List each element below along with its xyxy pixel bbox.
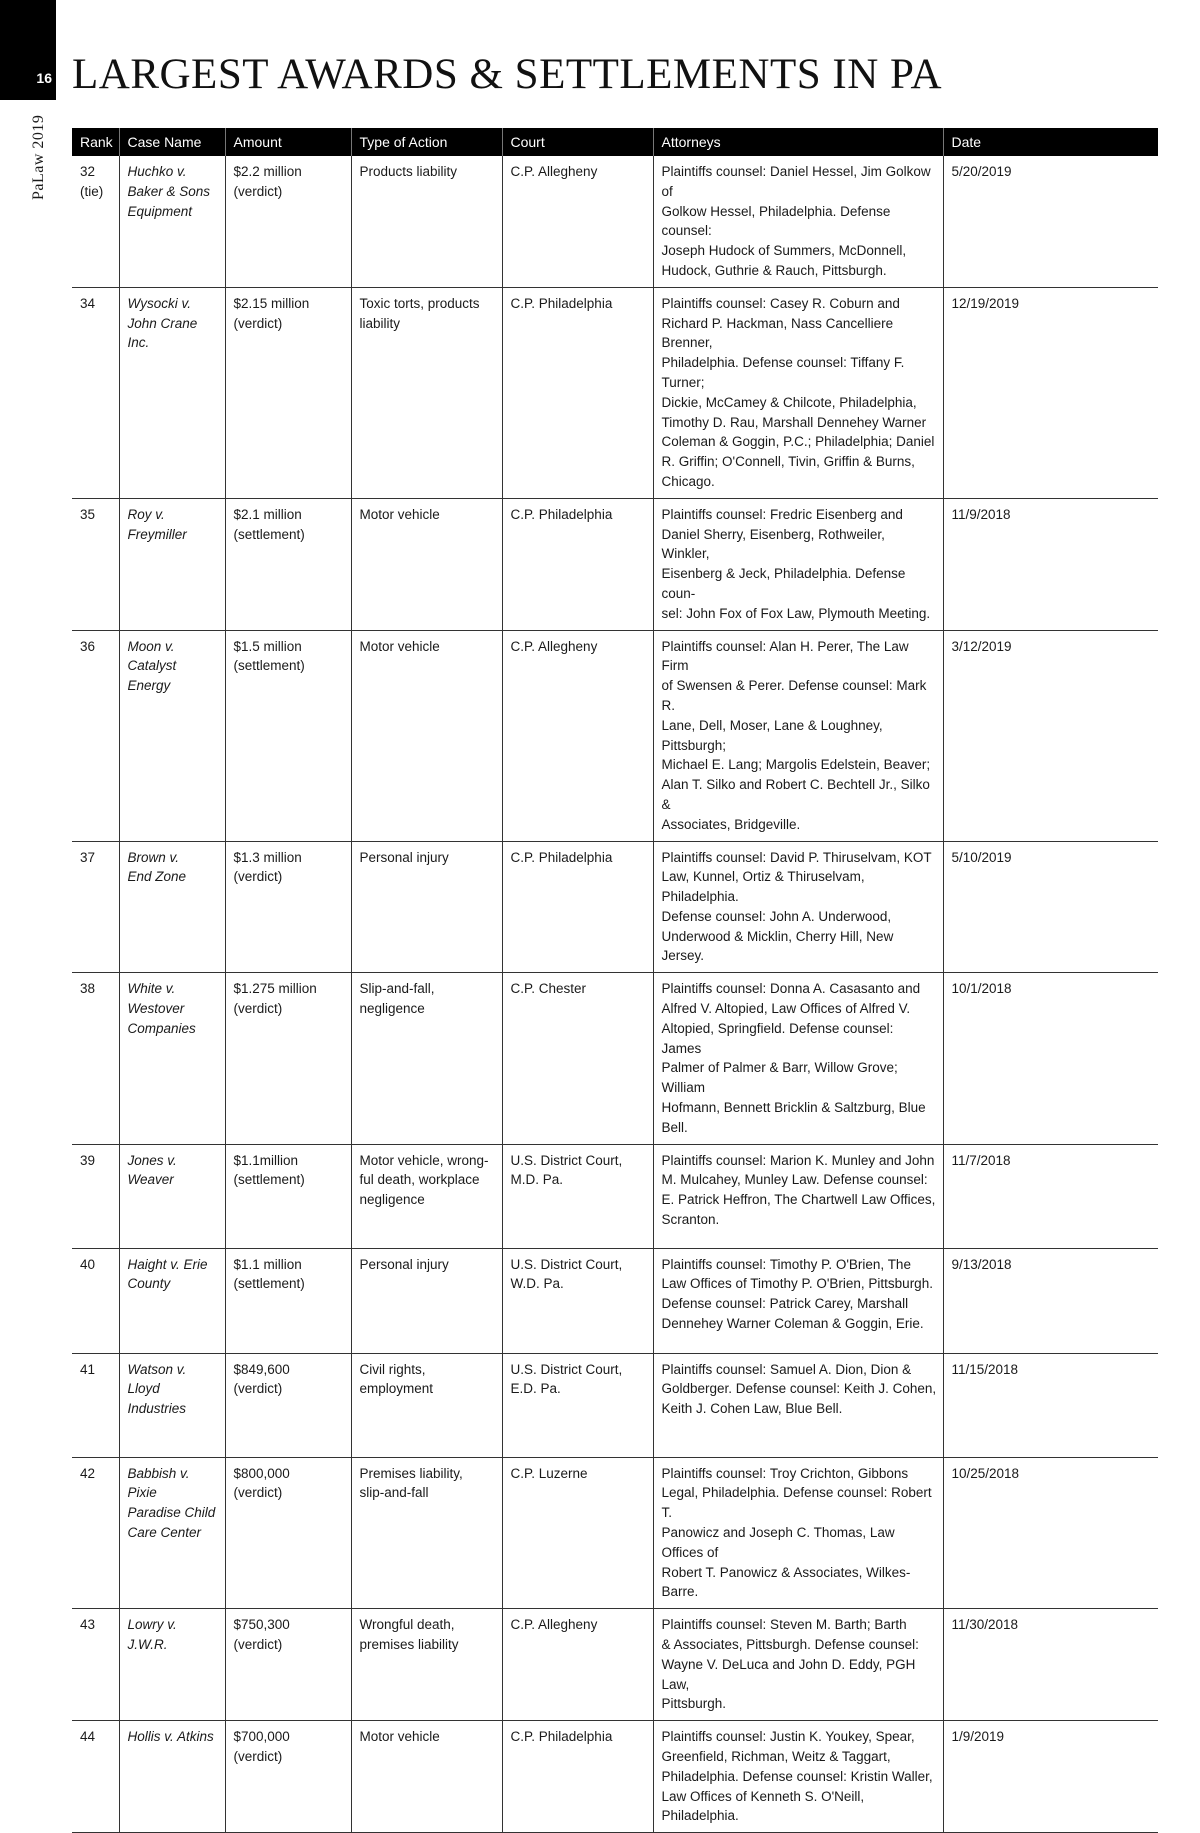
cell-attorneys: Plaintiffs counsel: Samuel A. Dion, Dion & Goldberger. Defense counsel: Keith J. Cohen, Keith J. Cohen Law, Blue Bell. xyxy=(653,1353,943,1457)
table-row xyxy=(72,498,1158,630)
cell-amount: $1.3 million (verdict) xyxy=(225,841,351,973)
cell-amount: $849,600 (verdict) xyxy=(225,1353,351,1457)
cell-amount: $1.1million (settlement) xyxy=(225,1144,351,1248)
cell-amount: $800,000 (verdict) xyxy=(225,1457,351,1609)
header-case-name: Case Name xyxy=(119,128,225,156)
cell-rank: 38 xyxy=(72,973,119,1144)
cell-court: C.P. Luzerne xyxy=(502,1457,653,1609)
cell-court: C.P. Philadelphia xyxy=(502,498,653,630)
cell-date: 11/7/2018 xyxy=(943,1144,1158,1248)
cell-court: U.S. District Court, M.D. Pa. xyxy=(502,1144,653,1248)
cell-type-of-action: Motor vehicle xyxy=(351,1721,502,1833)
cell-attorneys: Plaintiffs counsel: Daniel Hessel, Jim Golkow of Golkow Hessel, Philadelphia. Defense counsel: Joseph Hudock of Summers, McDonnell, Hudock, Guthrie & Rauch, Pittsburgh. xyxy=(653,156,943,287)
cell-court: C.P. Allegheny xyxy=(502,1609,653,1721)
cell-amount: $1.5 million (settlement) xyxy=(225,630,351,841)
cell-rank: 42 xyxy=(72,1457,119,1609)
cell-attorneys: Plaintiffs counsel: Donna A. Casasanto and Alfred V. Altopied, Law Offices of Alfred V. Altopied, Springfield. Defense counsel: James Palmer of Palmer & Barr, Willow Grove; William Hofmann, Bennett Bricklin & Saltzburg, Blue Bell. xyxy=(653,973,943,1144)
cell-amount: $750,300 (verdict) xyxy=(225,1609,351,1721)
cell-rank: 39 xyxy=(72,1144,119,1248)
cell-amount: $1.275 million (verdict) xyxy=(225,973,351,1144)
cell-type-of-action: Personal injury xyxy=(351,841,502,973)
cell-date: 11/9/2018 xyxy=(943,498,1158,630)
cell-case-name: Hollis v. Atkins xyxy=(119,1721,225,1833)
table-row xyxy=(72,630,1158,841)
header-date: Date xyxy=(943,128,1158,156)
cell-court: C.P. Philadelphia xyxy=(502,841,653,973)
table-row xyxy=(72,1457,1158,1609)
table-row xyxy=(72,1248,1158,1353)
cell-attorneys: Plaintiffs counsel: David P. Thiruselvam, KOT Law, Kunnel, Ortiz & Thiruselvam, Philadelphia. Defense counsel: John A. Underwood, Underwood & Micklin, Cherry Hill, New Jersey. xyxy=(653,841,943,973)
cell-court: C.P. Allegheny xyxy=(502,156,653,287)
cell-type-of-action: Toxic torts, products liability xyxy=(351,287,502,498)
page-title: LARGEST AWARDS & SETTLEMENTS IN PA xyxy=(72,51,943,98)
table-row xyxy=(72,1353,1158,1457)
cell-court: C.P. Philadelphia xyxy=(502,1721,653,1833)
cell-court: C.P. Allegheny xyxy=(502,630,653,841)
cell-amount: $2.2 million (verdict) xyxy=(225,156,351,287)
cell-date: 10/25/2018 xyxy=(943,1457,1158,1609)
cell-attorneys: Plaintiffs counsel: Timothy P. O'Brien, The Law Offices of Timothy P. O'Brien, Pittsburgh. Defense counsel: Patrick Carey, Marshall Dennehey Warner Coleman & Goggin, Erie. xyxy=(653,1248,943,1353)
cell-date: 5/20/2019 xyxy=(943,156,1158,287)
cell-case-name: Moon v. Catalyst Energy xyxy=(119,630,225,841)
header-court: Court xyxy=(502,128,653,156)
cell-court: U.S. District Court, E.D. Pa. xyxy=(502,1353,653,1457)
cell-amount: $2.1 million (settlement) xyxy=(225,498,351,630)
cell-type-of-action: Personal injury xyxy=(351,1248,502,1353)
cell-rank: 37 xyxy=(72,841,119,973)
header-rank: Rank xyxy=(72,128,119,156)
cell-rank: 32 (tie) xyxy=(72,156,119,287)
cell-rank: 41 xyxy=(72,1353,119,1457)
cell-attorneys: Plaintiffs counsel: Steven M. Barth; Barth & Associates, Pittsburgh. Defense counsel: Wayne V. DeLuca and John D. Eddy, PGH Law, Pittsburgh. xyxy=(653,1609,943,1721)
cell-date: 3/12/2019 xyxy=(943,630,1158,841)
cell-date: 5/10/2019 xyxy=(943,841,1158,973)
table-row xyxy=(72,1144,1158,1248)
table-header-row xyxy=(72,128,1158,156)
cell-date: 11/15/2018 xyxy=(943,1353,1158,1457)
cell-date: 1/9/2019 xyxy=(943,1721,1158,1833)
awards-table xyxy=(72,128,1158,1833)
cell-attorneys: Plaintiffs counsel: Casey R. Coburn and Richard P. Hackman, Nass Cancelliere Brenner, Philadelphia. Defense counsel: Tiffany F. Turner; Dickie, McCamey & Chilcote, Philadelphia, Timothy D. Rau, Marshall Dennehey Warner Coleman & Goggin, P.C.; Philadelphia; Daniel R. Griffin; O'Connell, Tivin, Griffin & Burns, Chicago. xyxy=(653,287,943,498)
cell-date: 12/19/2019 xyxy=(943,287,1158,498)
cell-attorneys: Plaintiffs counsel: Alan H. Perer, The Law Firm of Swensen & Perer. Defense counsel: Mark R. Lane, Dell, Moser, Lane & Loughney, Pittsburgh; Michael E. Lang; Margolis Edelstein, Beaver; Alan T. Silko and Robert C. Bechtell Jr., Silko & Associates, Bridgeville. xyxy=(653,630,943,841)
cell-date: 10/1/2018 xyxy=(943,973,1158,1144)
cell-attorneys: Plaintiffs counsel: Fredric Eisenberg and Daniel Sherry, Eisenberg, Rothweiler, Winkler, Eisenberg & Jeck, Philadelphia. Defense coun- sel: John Fox of Fox Law, Plymouth Meeting. xyxy=(653,498,943,630)
cell-type-of-action: Slip-and-fall, negligence xyxy=(351,973,502,1144)
cell-type-of-action: Civil rights, employment xyxy=(351,1353,502,1457)
table-row xyxy=(72,973,1158,1144)
table-row xyxy=(72,841,1158,973)
cell-type-of-action: Motor vehicle xyxy=(351,630,502,841)
header-type-of-action: Type of Action xyxy=(351,128,502,156)
cell-case-name: Huchko v. Baker & Sons Equipment xyxy=(119,156,225,287)
cell-rank: 36 xyxy=(72,630,119,841)
header-attorneys: Attorneys xyxy=(653,128,943,156)
cell-type-of-action: Premises liability, slip-and-fall xyxy=(351,1457,502,1609)
cell-attorneys: Plaintiffs counsel: Troy Crichton, Gibbons Legal, Philadelphia. Defense counsel: Robert T. Panowicz and Joseph C. Thomas, Law Offices of Robert T. Panowicz & Associates, Wilkes-Barre. xyxy=(653,1457,943,1609)
cell-rank: 43 xyxy=(72,1609,119,1721)
cell-rank: 44 xyxy=(72,1721,119,1833)
cell-amount: $1.1 million (settlement) xyxy=(225,1248,351,1353)
table-row xyxy=(72,156,1158,287)
cell-rank: 34 xyxy=(72,287,119,498)
table-row xyxy=(72,287,1158,498)
cell-case-name: Brown v. End Zone xyxy=(119,841,225,973)
cell-type-of-action: Motor vehicle, wrong- ful death, workplace negligence xyxy=(351,1144,502,1248)
cell-case-name: Roy v. Freymiller xyxy=(119,498,225,630)
table-row xyxy=(72,1721,1158,1833)
cell-rank: 35 xyxy=(72,498,119,630)
cell-type-of-action: Wrongful death, premises liability xyxy=(351,1609,502,1721)
cell-date: 9/13/2018 xyxy=(943,1248,1158,1353)
cell-date: 11/30/2018 xyxy=(943,1609,1158,1721)
cell-court: U.S. District Court, W.D. Pa. xyxy=(502,1248,653,1353)
cell-case-name: Lowry v. J.W.R. xyxy=(119,1609,225,1721)
header-amount: Amount xyxy=(225,128,351,156)
cell-case-name: Jones v. Weaver xyxy=(119,1144,225,1248)
cell-amount: $2.15 million (verdict) xyxy=(225,287,351,498)
cell-type-of-action: Products liability xyxy=(351,156,502,287)
cell-case-name: Babbish v. Pixie Paradise Child Care Center xyxy=(119,1457,225,1609)
cell-case-name: Haight v. Erie County xyxy=(119,1248,225,1353)
cell-court: C.P. Chester xyxy=(502,973,653,1144)
cell-case-name: White v. Westover Companies xyxy=(119,973,225,1144)
page-number: 16 xyxy=(36,70,52,86)
cell-type-of-action: Motor vehicle xyxy=(351,498,502,630)
cell-court: C.P. Philadelphia xyxy=(502,287,653,498)
publication-label: PaLaw 2019 xyxy=(30,114,47,200)
cell-amount: $700,000 (verdict) xyxy=(225,1721,351,1833)
cell-attorneys: Plaintiffs counsel: Marion K. Munley and John M. Mulcahey, Munley Law. Defense counsel: E. Patrick Heffron, The Chartwell Law Offices, Scranton. xyxy=(653,1144,943,1248)
cell-rank: 40 xyxy=(72,1248,119,1353)
cell-attorneys: Plaintiffs counsel: Justin K. Youkey, Spear, Greenfield, Richman, Weitz & Taggart, Philadelphia. Defense counsel: Kristin Waller, Law Offices of Kenneth S. O'Neill, Philadelphia. xyxy=(653,1721,943,1833)
table-row xyxy=(72,1609,1158,1721)
cell-case-name: Watson v. Lloyd Industries xyxy=(119,1353,225,1457)
cell-case-name: Wysocki v. John Crane Inc. xyxy=(119,287,225,498)
